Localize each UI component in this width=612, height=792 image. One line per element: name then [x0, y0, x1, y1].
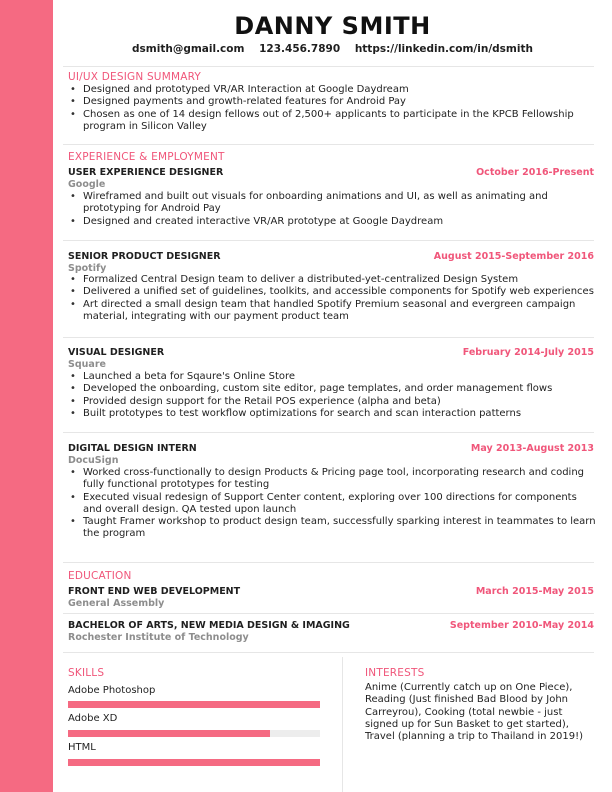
company-name: Google: [68, 179, 106, 190]
list-item: • Built prototypes to test workflow optimizations for search and scan interaction patterns: [68, 408, 598, 420]
skill-bar-fill: [68, 701, 320, 708]
skill-name: Adobe Photoshop: [68, 685, 156, 696]
interests-title: INTERESTS: [365, 667, 425, 679]
skill-bar: [68, 759, 320, 766]
list-item: • Formalized Central Design team to deliver a distributed-yet-centralized Design System: [68, 274, 598, 286]
summary-list: [68, 84, 598, 133]
school-name: General Assembly: [68, 598, 165, 609]
list-item: • Developed the onboarding, custom site editor, page templates, and order management flows: [68, 383, 598, 395]
linkedin-link[interactable]: https://linkedin.com/in/dsmith: [354, 43, 533, 55]
list-item: • Designed payments and growth-related features for Android Pay: [68, 96, 598, 108]
job-date: October 2016-Present: [476, 167, 594, 178]
degree-title: BACHELOR OF ARTS, NEW MEDIA DESIGN & IMAGING: [68, 620, 350, 631]
job-title: DIGITAL DESIGN INTERN: [68, 443, 197, 454]
skill-bar: [68, 730, 320, 737]
job-bullets: [68, 274, 598, 323]
experience-title: EXPERIENCE & EMPLOYMENT: [68, 151, 225, 163]
job-date: February 2014-July 2015: [462, 347, 594, 358]
skill-name: HTML: [68, 742, 96, 753]
skill-bar-fill: [68, 730, 270, 737]
job-date: August 2015-September 2016: [433, 251, 594, 262]
list-item: • Designed and created interactive VR/AR prototype at Google Daydream: [68, 216, 598, 228]
skills-title: SKILLS: [68, 667, 105, 679]
job-bullets: [68, 191, 598, 228]
education-date: September 2010-May 2014: [449, 620, 594, 631]
list-item: • Chosen as one of 14 design fellows out of 2,500+ applicants to participate in the KPCB Fellowship program in Silicon Valley: [68, 109, 598, 134]
phone-number: 123.456.7890: [259, 43, 341, 55]
education-title: EDUCATION: [68, 570, 132, 582]
interests-text: Anime (Currently catch up on One Piece), Reading (Just finished Bad Blood by John Carreyrou), Cooking (total newbie - just signed up for Sun Basket to get started), Travel (planning a trip to Thailand in 2019!): [365, 682, 584, 743]
job-title: SENIOR PRODUCT DESIGNER: [68, 251, 221, 262]
job-bullets: [68, 467, 598, 541]
candidate-name: DANNY SMITH: [234, 12, 431, 40]
section-divider: [63, 652, 594, 653]
list-item: • Delivered a unified set of guidelines, toolkits, and accessible components for Spotify web experiences: [68, 286, 598, 298]
job-bullets: [68, 371, 598, 420]
education-divider: [63, 613, 594, 614]
skill-name: Adobe XD: [68, 713, 118, 724]
section-divider: [63, 562, 594, 563]
job-divider: [63, 432, 594, 433]
email-link[interactable]: dsmith@gmail.com: [132, 43, 245, 55]
accent-sidebar: [0, 0, 53, 792]
company-name: Spotify: [68, 263, 107, 274]
list-item: • Executed visual redesign of Support Center content, exploring over 100 directions for components and overall design. QA tested upon launch: [68, 492, 598, 517]
list-item: • Wireframed and built out visuals for onboarding animations and UI, as well as animating and prototyping for Android Pay: [68, 191, 598, 216]
degree-title: FRONT END WEB DEVELOPMENT: [68, 586, 241, 597]
skill-bar-fill: [68, 759, 320, 766]
company-name: DocuSign: [68, 455, 119, 466]
contact-line: [53, 43, 612, 55]
job-title: USER EXPERIENCE DESIGNER: [68, 167, 224, 178]
school-name: Rochester Institute of Technology: [68, 632, 249, 643]
job-date: May 2013-August 2013: [470, 443, 594, 454]
list-item: • Taught Framer workshop to product design team, successfully sparking interest in teammates to learn the program: [68, 516, 598, 541]
job-divider: [63, 337, 594, 338]
list-item: • Provided design support for the Retail POS experience (alpha and beta): [68, 396, 598, 408]
job-divider: [63, 240, 594, 241]
company-name: Square: [68, 359, 106, 370]
list-item: • Worked cross-functionally to design Products & Pricing page tool, incorporating research and coding fully functional prototypes for testing: [68, 467, 598, 492]
resume-page: [53, 0, 612, 792]
skill-bar: [68, 701, 320, 708]
education-date: March 2015-May 2015: [475, 586, 594, 597]
list-item: • Launched a beta for Sqaure's Online Store: [68, 371, 598, 383]
header-divider: [63, 66, 594, 67]
job-title: VISUAL DESIGNER: [68, 347, 165, 358]
section-divider: [63, 144, 594, 145]
column-divider: [342, 657, 343, 792]
summary-title: UI/UX DESIGN SUMMARY: [68, 71, 202, 83]
list-item: • Designed and prototyped VR/AR Interaction at Google Daydream: [68, 84, 598, 96]
list-item: • Art directed a small design team that handled Spotify Premium seasonal and evergreen campaign material, integrating with our payment product team: [68, 299, 598, 324]
